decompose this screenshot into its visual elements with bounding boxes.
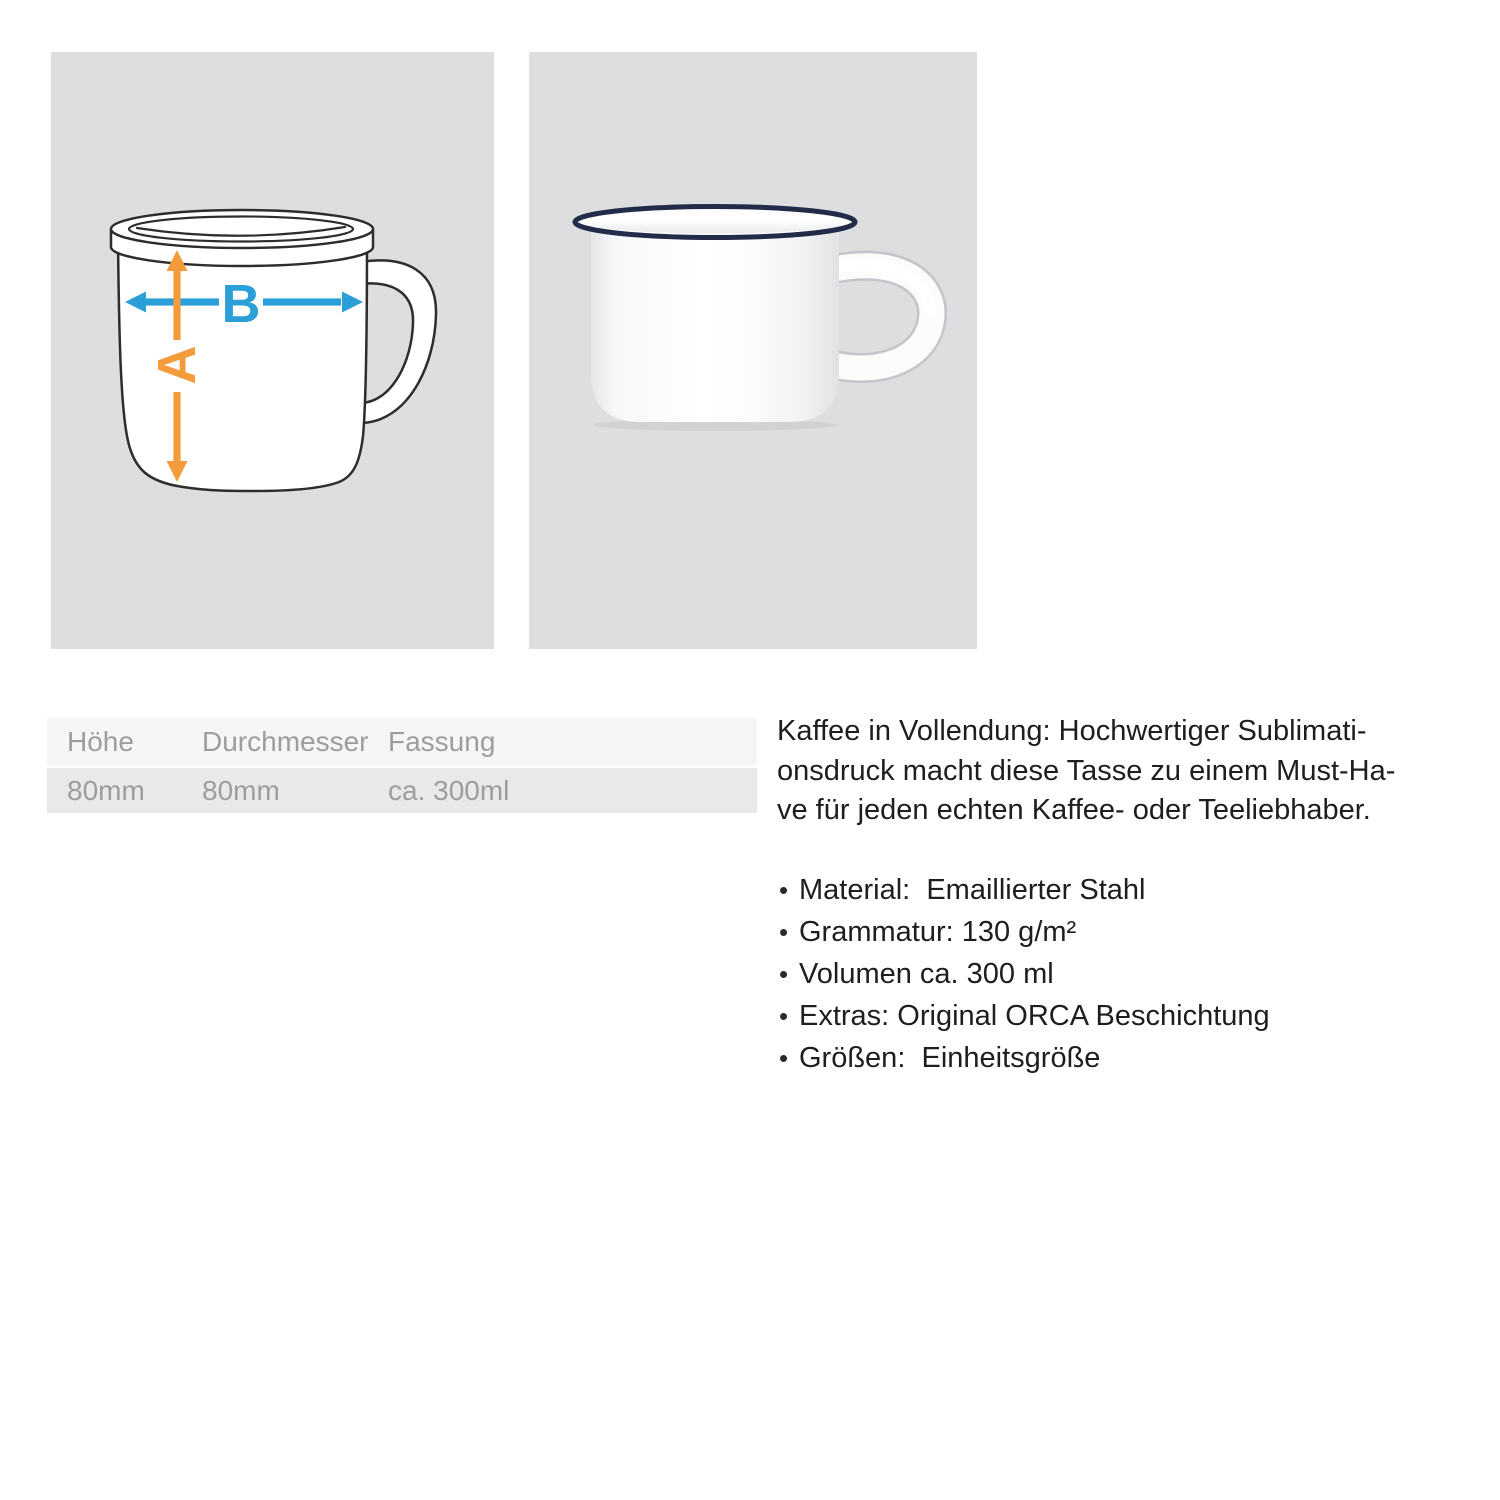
description-intro-line: ve für jeden echten Kaffee- oder Teeliebhaber. <box>777 794 1371 826</box>
size-table-value-durchmesser: 80mm <box>202 774 280 806</box>
product-description <box>777 712 1477 1079</box>
size-table-value-fassung: ca. 300ml <box>388 774 510 806</box>
bullet-dot: • <box>779 1000 789 1031</box>
feature-item-volumen: • Volumen ca. 300 ml <box>777 953 1477 995</box>
bullet-dot: • <box>779 874 789 905</box>
feature-item-grammatur: • Grammatur: 130 g/m² <box>777 911 1477 953</box>
size-diagram-panel <box>51 52 494 649</box>
size-table <box>47 718 757 813</box>
size-table-value-hoehe: 80mm <box>67 774 145 806</box>
bullet-dot: • <box>779 958 789 989</box>
dimension-label-a: A <box>147 345 207 385</box>
mug-dimension-diagram <box>51 52 494 649</box>
feature-item-material: • Material: Emaillierter Stahl <box>777 869 1477 911</box>
bullet-dot: • <box>779 1042 789 1073</box>
bullet-dot: • <box>779 916 789 947</box>
feature-item-extras: • Extras: Original ORCA Beschichtung <box>777 995 1477 1037</box>
description-intro-line: onsdruck macht diese Tasse zu einem Must-Ha- <box>777 754 1396 787</box>
size-table-header-fassung: Fassung <box>388 725 496 757</box>
size-table-header-durchmesser: Durchmesser <box>202 725 369 757</box>
description-intro-line: Kaffee in Vollendung: Hochwertiger Sublimati- <box>777 715 1367 747</box>
photo-mug-opening <box>583 211 848 234</box>
size-table-value-row <box>47 768 757 813</box>
product-photo-panel <box>529 52 977 649</box>
photo-mug-body <box>591 232 839 422</box>
feature-list <box>777 869 1477 1079</box>
enamel-mug-photo <box>529 52 977 649</box>
dimension-label-b: B <box>221 274 261 334</box>
photo-mug-handle <box>829 265 932 368</box>
size-table-header-row <box>47 718 757 765</box>
mug-opening <box>129 217 353 242</box>
feature-item-groessen: • Größen: Einheitsgröße <box>777 1037 1477 1079</box>
size-table-header-hoehe: Höhe <box>67 725 134 757</box>
